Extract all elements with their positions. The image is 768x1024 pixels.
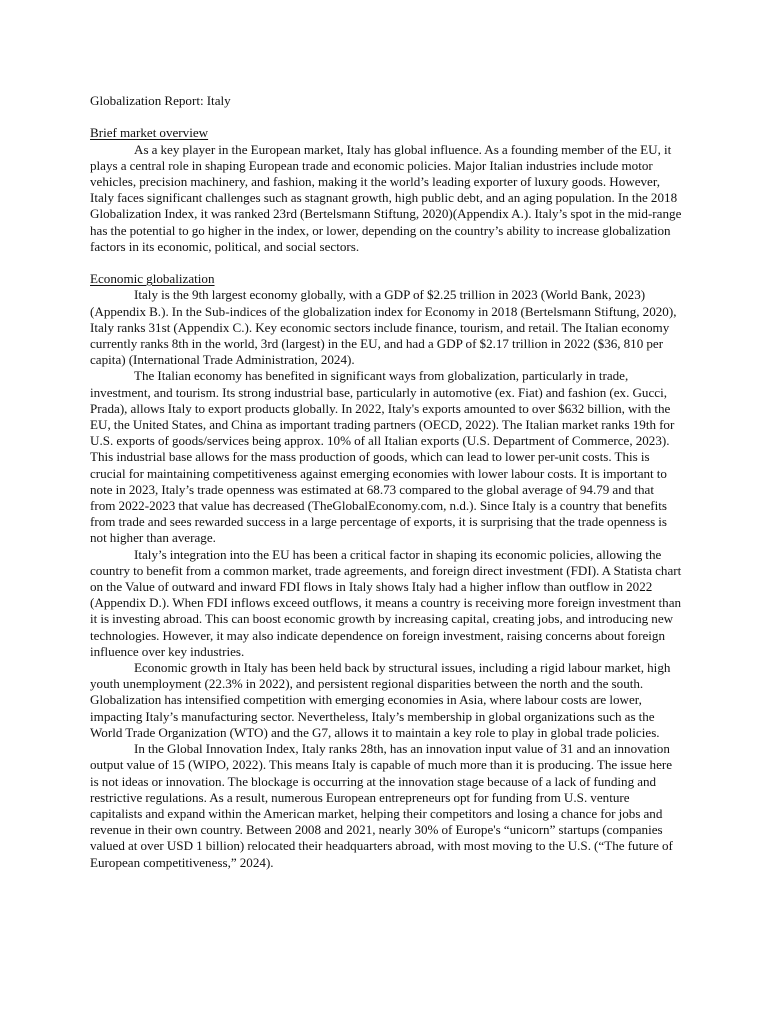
document-title: Globalization Report: Italy [90,93,231,108]
section-heading-market-overview: Brief market overview [90,125,209,141]
paragraph-structural-issues: Economic growth in Italy has been held back by structural issues, including a rigid labour market, high youth unemployment (22.3% in 2022), and persistent regional disparities between the north and the south. Globalization has intensified competition with emerging economies in Asia, where labour costs are lower, impacting Italy’s manufacturing sector. Nevertheless, Italy’s membership in global organizations such as the World Trade Organization (WTO) and the G7, allows it to maintain a key role to play in global trade policies. [90,660,671,740]
section-spacer [90,255,682,271]
document-page [90,93,682,871]
paragraph-trade: The Italian economy has benefited in significant ways from globalization, particularly in trade, investment, and tourism. Its strong industrial base, particularly in automotive (ex. Fiat) and fashion (ex. Gucci, Prada), allows Italy to export products globally. In 2022, Italy's exports amounted to over $632 billion, with the EU, the United States, and China as important trading partners (OECD, 2022). The Italian market ranks 19th for U.S. exports of goods/services being approx. 10% of all Italian exports (U.S. Department of Commerce, 2023). This industrial base allows for the mass production of goods, which can lead to lower per-unit costs. This is crucial for maintaining competitiveness against emerging economies with lower labour costs. It is important to note in 2023, Italy’s trade openness was estimated at 68.73 compared to the global average of 94.79 and that from 2022-2023 that value has decreased (TheGlobalEconomy.com, n.d.). Since Italy is a country that benefits from trade and sees rewarded success in a large percentage of exports, it is surprising that the trade openness is not higher than average. [90,368,675,546]
paragraph-fdi: Italy’s integration into the EU has been a critical factor in shaping its economic policies, allowing the country to benefit from a common market, trade agreements, and foreign direct investment (FDI). A Statista chart on the Value of outward and inward FDI flows in Italy shows Italy had a higher inflow than outflow in 2022 (Appendix D.). When FDI inflows exceed outflows, it means a country is receiving more foreign investment than it is investing abroad. This can boost economic growth by increasing capital, creating jobs, and introducing new technologies. However, it may also indicate dependence on foreign investment, raising concerns about foreign influence over key industries. [90,546,682,659]
paragraph-gdp: Italy is the 9th largest economy globally, with a GDP of $2.25 trillion in 2023 (World Bank, 2023)(Appendix B.). In the Sub-indices of the globalization index for Economy in 2018 (Bertelsmann Stiftung, 2020), Italy ranks 31st (Appendix C.). Key economic sectors include finance, tourism, and retail. The Italian economy currently ranks 8th in the world, 3rd (largest) in the EU, and had a GDP of $2.17 trillion in 2022 ($36, 810 per capita) (International Trade Administration, 2024). [90,287,677,368]
paragraph-market-overview: As a key player in the European market, Italy has global influence. As a founding member of the EU, it plays a central role in shaping European trade and economic policies. Major Italian industries include motor vehicles, precision machinery, and fashion, making it the world’s leading exporter of luxury goods. However, Italy faces significant challenges such as stagnant growth, high public debt, and an aging population. In the 2018 Globalization Index, it was ranked 23rd (Bertelsmann Stiftung, 2020)(Appendix A.). Italy’s spot in the mid-range has the potential to go higher in the index, or lower, depending on the country’s ability to increase globalization factors in its economic, political, and social sectors. [90,141,682,254]
paragraph-innovation: In the Global Innovation Index, Italy ranks 28th, has an innovation input value of 31 and an innovation output value of 15 (WIPO, 2022). This means Italy is capable of much more than it is producing. The issue here is not ideas or innovation. The blockage is occurring at the innovation stage because of a lack of funding and restrictive regulations. As a result, numerous European entrepreneurs opt for funding from U.S. venture capitalists and expand within the American market, helping their competitors and losing a chance for jobs and revenue in their own country. Between 2008 and 2021, nearly 30% of Europe's “unicorn” startups (companies valued at over USD 1 billion) relocated their headquarters abroad, with most moving to the U.S. (“The future of European competitiveness,” 2024). [90,741,673,870]
section-heading-economic-globalization: Economic globalization [90,271,215,287]
